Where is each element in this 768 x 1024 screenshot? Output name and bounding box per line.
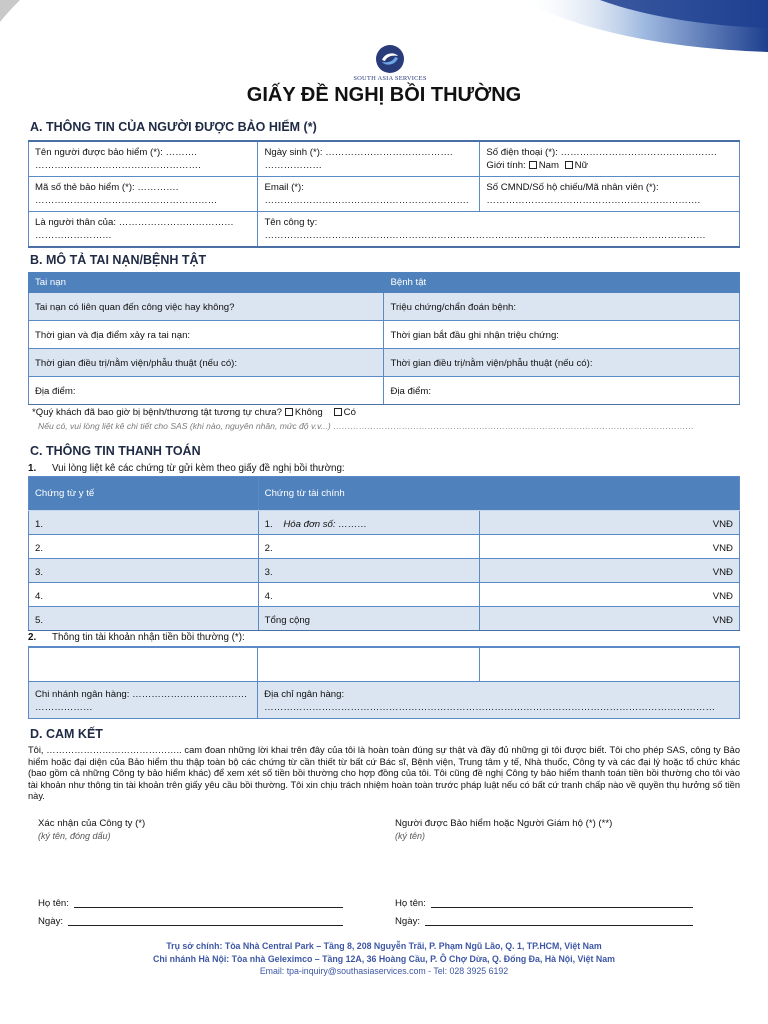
table-row: [29, 349, 740, 377]
field-dots: …………………………………………………: [35, 195, 218, 206]
amount-cell[interactable]: VNĐ: [480, 511, 740, 535]
financial-doc-cell[interactable]: 4.: [258, 583, 480, 607]
insured-signature-sub: (ký tên): [395, 831, 426, 841]
table-row: [29, 607, 740, 631]
medical-doc-cell[interactable]: 4.: [29, 583, 259, 607]
gender-female-label: Nữ: [574, 160, 589, 171]
table-row: [29, 583, 740, 607]
financial-doc-cell[interactable]: 3.: [258, 559, 480, 583]
field-dots: ………………: [264, 160, 322, 171]
logo-icon: [375, 44, 405, 74]
insured-name-line[interactable]: [395, 898, 693, 909]
table-row: [29, 141, 740, 177]
table-row: [29, 293, 740, 321]
commitment-text: Tôi, …………………………………….. cam đoan những lời khai trên đây của tôi là hoàn toàn đúng sự thật và đầy đủ những gì tôi được biết. Tôi cho phép SAS, công ty Bảo hiểm hoặc đại diện của Bảo hiểm thu thập toàn bộ các chứng từ cần thiết từ bất cứ Bác sĩ, Bệnh viện, Trung tâm y tế, Nhà thuốc, Công ty và các đại lý hoặc tổ chức khác (bao gồm cả những Công ty bảo hiểm khác) để xem xét số tiền bồi thường cho hợp đồng của tôi. Tôi cũng đề nghị Công ty bảo hiểm thanh toán tiền bồi thường cho tôi vào tài khoản như thông tin tài khoản trên giấy yêu cầu bồi thường. Tôi xin chịu trách nhiệm hoàn toàn trước pháp luật nếu có bất cứ tranh chấp nào về quyền thụ hưởng số tiền này.: [28, 745, 740, 801]
field-dots: …………………………………………………………………………………………………………………………: [264, 230, 706, 241]
row-number: 1.: [264, 519, 273, 530]
field-label: Số điện thoại (*): ………………………………………….: [486, 147, 717, 158]
prior-condition-detail[interactable]: Nếu có, vui lòng liệt kê chi tiết cho SAS (khi nào, nguyên nhân, mức độ v.v...) ………………………………………………………………………………………………………………: [38, 421, 695, 431]
signature-line: [74, 907, 343, 908]
prior-no-label: Không: [294, 407, 323, 418]
item-number: 1.: [28, 463, 37, 474]
account-number-field[interactable]: [258, 647, 480, 681]
field-label: Chi nhánh ngân hàng: ………………………………: [35, 688, 248, 700]
prior-no-checkbox[interactable]: [285, 408, 293, 416]
total-label-cell: Tổng cộng: [258, 607, 480, 631]
instruction-text: Vui lòng liệt kê các chứng từ gửi kèm theo giấy đề nghị bồi thường:: [52, 463, 345, 474]
contact-info[interactable]: Email: tpa-inquiry@southasiaservices.com - Tel: 028 3925 6192: [259, 966, 509, 976]
company-logo: [340, 44, 440, 82]
table-row: [29, 377, 740, 405]
field-label: Ngày sinh (*): ………………………………….: [264, 147, 453, 158]
company-name-line[interactable]: [38, 898, 343, 909]
table-row: [29, 321, 740, 349]
date-label: Ngày:: [395, 916, 421, 927]
field-dots: ……………………………………………………….: [264, 195, 469, 206]
name-label: Họ tên:: [38, 898, 69, 909]
instruction-text: Thông tin tài khoản nhận tiền bồi thường (*):: [52, 632, 245, 643]
amount-cell[interactable]: VNĐ: [480, 583, 740, 607]
illness-field[interactable]: Địa điểm:: [384, 377, 740, 405]
accident-illness-table: [28, 272, 740, 405]
amount-cell[interactable]: VNĐ: [480, 559, 740, 583]
insured-date-line[interactable]: [395, 916, 693, 927]
insured-signature: [395, 818, 612, 842]
medical-doc-cell[interactable]: 3.: [29, 559, 259, 583]
id-number-field[interactable]: [480, 177, 740, 212]
table-row: [29, 177, 740, 212]
company-date-line[interactable]: [38, 916, 343, 927]
field-dots: ……………………………………………………………………………………………………………………………: [264, 701, 716, 713]
logo-brand-text: SOUTH ASIA SERVICES: [353, 75, 427, 82]
phone-gender-field[interactable]: [480, 141, 740, 177]
document-title: GIẤY ĐỀ NGHỊ BỒI THƯỜNG: [246, 84, 522, 106]
total-amount-cell[interactable]: VNĐ: [480, 607, 740, 631]
bank-name-field[interactable]: [480, 647, 740, 681]
field-dots: ……………………: [35, 230, 112, 241]
bank-account-instruction: [28, 632, 245, 643]
illness-field[interactable]: Thời gian bắt đầu ghi nhận triệu chứng:: [384, 321, 740, 349]
field-label: Địa chỉ ngân hàng:: [264, 688, 345, 700]
documents-table: [28, 476, 740, 631]
relative-of-field[interactable]: [29, 212, 258, 248]
table-row: [29, 511, 740, 535]
field-label: Là người thân của: ………………………………: [35, 217, 234, 228]
prior-yes-label: Có: [343, 407, 356, 418]
date-label: Ngày:: [38, 916, 64, 927]
footer: [0, 940, 768, 978]
section-c-heading: C. THÔNG TIN THANH TOÁN: [30, 444, 201, 458]
head-office-address: Trụ sở chính: Tòa Nhà Central Park – Tầng 8, 208 Nguyễn Trãi, P. Phạm Ngũ Lão, Q. 1, TP.HCM, Việt Nam: [166, 941, 602, 951]
invoice-number-label: Hóa đơn số: ………: [283, 519, 368, 530]
amount-cell[interactable]: VNĐ: [480, 535, 740, 559]
company-name-field[interactable]: [258, 212, 740, 248]
illness-field[interactable]: Thời gian điều trị/nằm viện/phẫu thuật (nếu có):: [384, 349, 740, 377]
question-text: *Quý khách đã bao giờ bị bệnh/thương tật tương tự chưa?: [32, 407, 282, 418]
field-dots: …………………………………………….: [35, 160, 201, 171]
financial-doc-cell[interactable]: [258, 511, 480, 535]
signature-line: [68, 925, 343, 926]
documents-instruction: [28, 463, 345, 474]
field-dots: ………………………………………………………….: [486, 195, 701, 206]
gender-label: Giới tính:: [486, 160, 526, 171]
financial-docs-header: Chứng từ tài chính: [258, 477, 739, 511]
field-label: Số CMND/Số hộ chiếu/Mã nhân viên (*):: [486, 182, 659, 193]
item-number: 2.: [28, 632, 37, 643]
section-a-heading: A. THÔNG TIN CỦA NGƯỜI ĐƯỢC BẢO HIỂM (*): [30, 120, 317, 134]
accident-field[interactable]: Địa điểm:: [29, 377, 384, 405]
signature-line: [431, 907, 693, 908]
medical-doc-cell[interactable]: 2.: [29, 535, 259, 559]
account-holder-field[interactable]: [29, 647, 258, 681]
table-header-row: [29, 273, 740, 293]
accident-field[interactable]: Thời gian và địa điểm xảy ra tai nạn:: [29, 321, 384, 349]
accident-header: Tai nạn: [29, 273, 384, 293]
illness-header: Bệnh tật: [384, 273, 740, 293]
table-row: [29, 559, 740, 583]
email-field[interactable]: [258, 177, 480, 212]
field-label: Tên công ty:: [264, 217, 318, 228]
birth-date-field[interactable]: [258, 141, 480, 177]
company-confirmation-sub: (ký tên, đóng dấu): [38, 831, 111, 841]
bank-address-field[interactable]: [258, 681, 740, 718]
field-label: Tên người được bảo hiểm (*): ……….: [35, 147, 197, 158]
medical-doc-cell[interactable]: 1.: [29, 511, 259, 535]
illness-field[interactable]: Triệu chứng/chẩn đoán bệnh:: [384, 293, 740, 321]
prior-condition-question: [32, 407, 356, 418]
gender-female-checkbox[interactable]: [565, 161, 573, 169]
bank-branch-field[interactable]: [29, 681, 258, 718]
insured-signature-title: Người được Bảo hiểm hoặc Người Giám hộ (*) (**): [395, 818, 613, 829]
insurance-card-field[interactable]: [29, 177, 258, 212]
medical-doc-cell[interactable]: 5.: [29, 607, 259, 631]
section-b-heading: B. MÔ TẢ TAI NẠN/BỆNH TẬT: [30, 253, 207, 267]
table-row: [29, 212, 740, 248]
insured-name-field[interactable]: [29, 141, 258, 177]
gender-group: [486, 159, 733, 172]
section-d-heading: D. CAM KẾT: [30, 727, 103, 741]
name-label: Họ tên:: [395, 898, 426, 909]
gender-male-checkbox[interactable]: [529, 161, 537, 169]
accident-field[interactable]: Tai nạn có liên quan đến công việc hay không?: [29, 293, 384, 321]
accident-field[interactable]: Thời gian điều trị/nằm viện/phẫu thuật (nếu có):: [29, 349, 384, 377]
hanoi-branch-address: Chi nhánh Hà Nội: Tòa nhà Geleximco – Tầng 12A, 36 Hoàng Cầu, P. Ô Chợ Dừa, Q. Đống Đa, Hà Nội, Việt Nam: [153, 953, 615, 964]
bank-account-table: [28, 646, 740, 719]
table-row: [29, 647, 740, 681]
table-row: [29, 535, 740, 559]
table-row: [29, 681, 740, 718]
prior-yes-checkbox[interactable]: [334, 408, 342, 416]
field-label: Mã số thẻ bảo hiểm (*): ………….: [35, 182, 179, 193]
insured-info-table: [28, 140, 740, 248]
company-confirmation: [38, 818, 145, 842]
company-confirmation-title: Xác nhận của Công ty (*): [38, 818, 146, 829]
signature-line: [425, 925, 693, 926]
medical-docs-header: Chứng từ y tế: [29, 477, 259, 511]
gender-male-label: Nam: [538, 160, 559, 171]
field-label: Email (*):: [264, 182, 304, 193]
financial-doc-cell[interactable]: 2.: [258, 535, 480, 559]
table-header-row: [29, 477, 740, 511]
field-dots: ………………: [35, 701, 93, 713]
